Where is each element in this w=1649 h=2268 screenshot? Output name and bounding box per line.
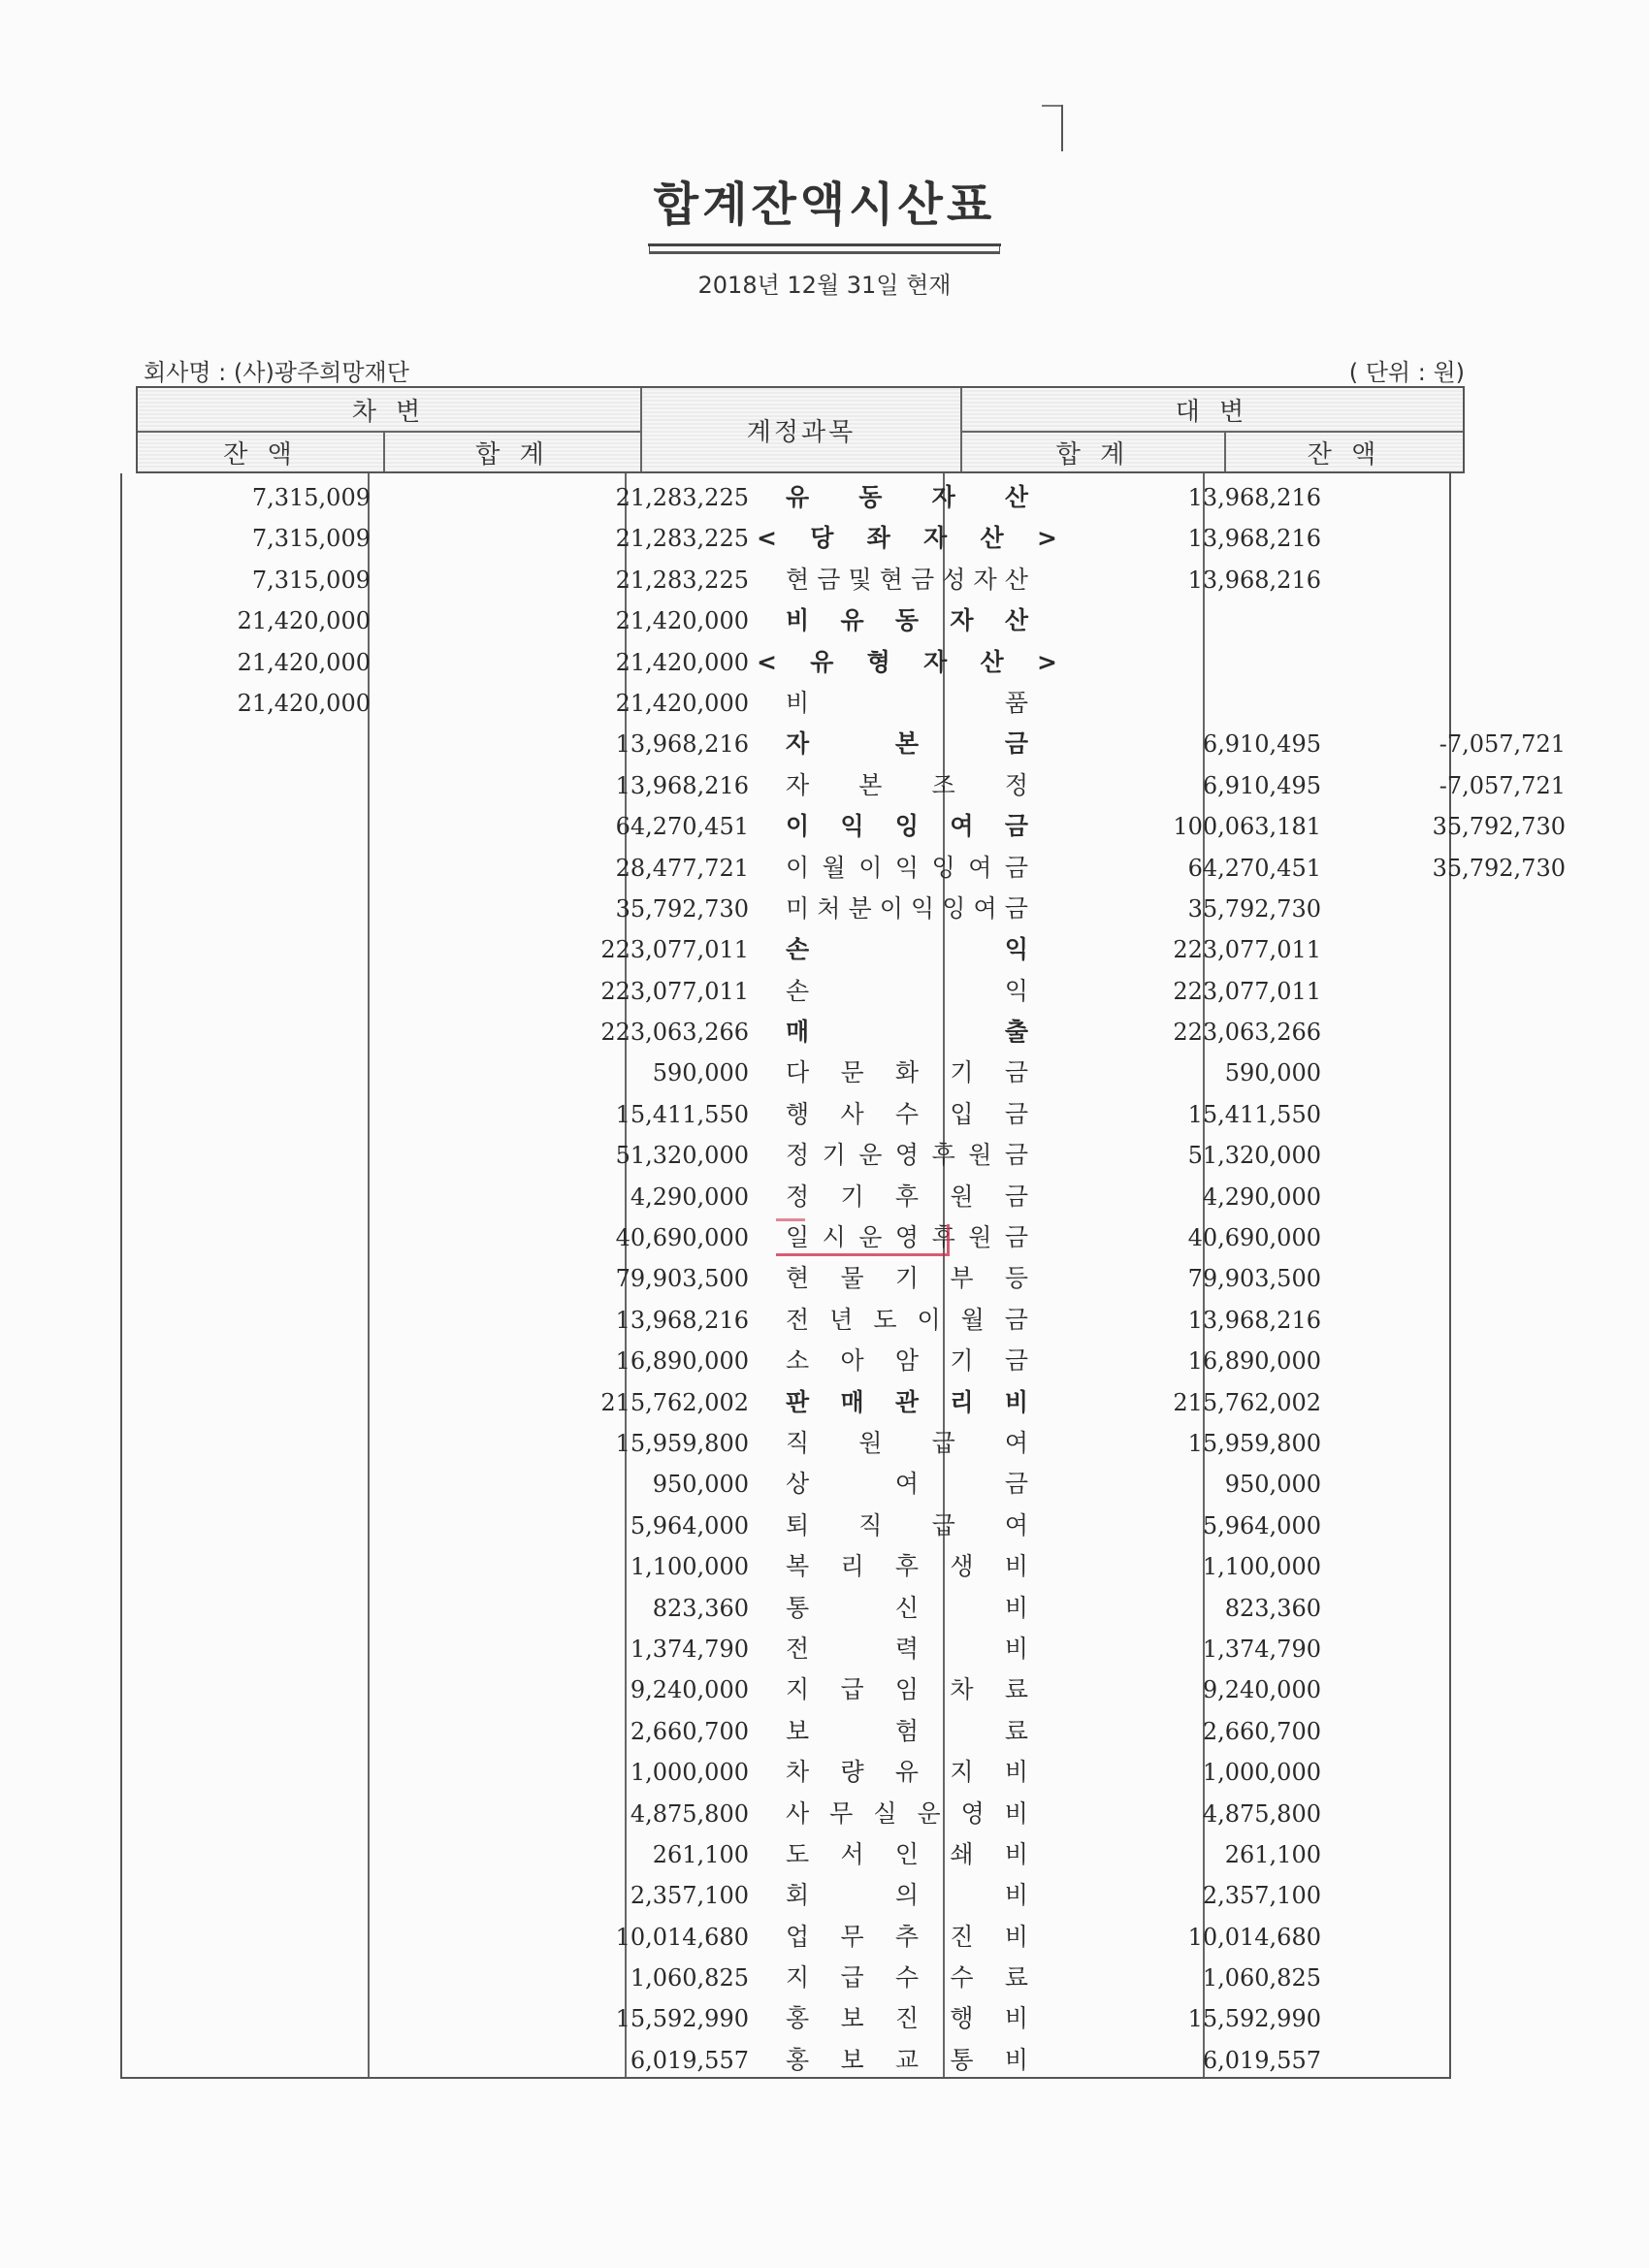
- debit-balance-cell: 7,315,009: [251, 525, 371, 553]
- credit-total-cell: 4,290,000: [1202, 1183, 1321, 1211]
- account-name: 행 사 수 입 금: [786, 1099, 1028, 1128]
- credit-total-cell: 5,964,000: [1202, 1511, 1321, 1539]
- credit-balance-cell: [1187, 1008, 1566, 1049]
- header-credit-balance: 잔 액: [1226, 433, 1463, 471]
- credit-balance-cell: [1187, 925, 1566, 966]
- debit-total-cell: 21,420,000: [615, 607, 749, 635]
- credit-balance-cell: [1187, 967, 1566, 1008]
- table-row: [120, 1049, 1451, 1089]
- table-row: [120, 597, 1451, 637]
- header-debit: 차 변: [138, 388, 640, 431]
- table-row: [120, 720, 1566, 761]
- account-name: 판 매 관 리 비: [786, 1387, 1028, 1416]
- debit-total-cell: 15,959,800: [615, 1429, 749, 1457]
- account-name: 현 금 및 현 금 성 자 산: [786, 565, 1028, 594]
- credit-balance-cell: -7,057,721: [1439, 730, 1566, 759]
- header-divider-left: [138, 431, 640, 433]
- debit-total-cell: 4,875,800: [630, 1799, 749, 1828]
- credit-balance-cell: [1187, 1707, 1566, 1748]
- credit-total-cell: 13,968,216: [1187, 525, 1321, 553]
- debit-balance-cell: 7,315,009: [251, 484, 371, 511]
- debit-balance-cell: [120, 720, 371, 761]
- account-name: 사 무 실 운 영 비: [786, 1798, 1028, 1828]
- credit-balance-cell: -7,057,721: [1439, 771, 1566, 799]
- credit-total-cell: 2,357,100: [1202, 1882, 1321, 1910]
- debit-balance-cell: [120, 1337, 371, 1377]
- debit-balance-cell: [120, 761, 371, 802]
- credit-balance-cell: [1187, 1214, 1566, 1254]
- account-name: 지 급 수 수 료: [786, 1963, 1028, 1993]
- account-name: 정 기 운 영 후 원 금: [786, 1141, 1028, 1170]
- credit-total-cell: 223,077,011: [1173, 977, 1321, 1005]
- debit-balance-cell: 21,420,000: [237, 648, 371, 676]
- credit-total-cell: 823,360: [1224, 1594, 1321, 1622]
- debit-total-cell: 21,420,000: [615, 648, 749, 676]
- debit-total-cell: 1,000,000: [630, 1759, 749, 1787]
- debit-total-cell: 15,592,990: [615, 2005, 749, 2033]
- debit-total-cell: 16,890,000: [615, 1347, 749, 1376]
- credit-total-cell: 261,100: [1224, 1840, 1321, 1868]
- credit-total-cell: 13,968,216: [1187, 484, 1321, 511]
- debit-balance-cell: [120, 2036, 371, 2077]
- credit-balance-cell: [1187, 1460, 1566, 1501]
- debit-total-cell: 1,060,825: [630, 1964, 749, 1993]
- table-row: [120, 1666, 1451, 1706]
- credit-balance-cell: [1187, 885, 1566, 925]
- table-row: [120, 1090, 1451, 1131]
- table-row: [120, 1378, 1451, 1419]
- account-name: 손 익: [786, 935, 1028, 964]
- table-row: [120, 1831, 1451, 1871]
- credit-total-cell: 35,792,730: [1187, 894, 1321, 923]
- credit-balance-cell: [1187, 556, 1566, 597]
- debit-total-cell: 21,283,225: [615, 525, 749, 553]
- debit-balance-cell: [120, 925, 371, 966]
- red-stamp-mark-top: [776, 1218, 805, 1231]
- credit-total-cell: 950,000: [1224, 1471, 1321, 1499]
- credit-balance-cell: [1187, 2036, 1566, 2077]
- credit-balance-cell: 35,792,730: [1432, 813, 1566, 841]
- table-row: [120, 1871, 1451, 1912]
- credit-balance-cell: [1187, 1666, 1566, 1706]
- debit-total-cell: 823,360: [652, 1594, 749, 1622]
- table-row: [120, 556, 1451, 597]
- credit-total-cell: 64,270,451: [1187, 854, 1321, 882]
- credit-balance-cell: [1187, 1871, 1566, 1912]
- credit-balance-cell: [1187, 1584, 1566, 1625]
- credit-balance-cell: [1187, 1090, 1566, 1131]
- credit-total-cell: 9,240,000: [1202, 1676, 1321, 1704]
- account-name: 전 력 비: [786, 1634, 1028, 1663]
- credit-total-cell: 2,660,700: [1202, 1717, 1321, 1745]
- credit-total-cell: 223,077,011: [1173, 936, 1321, 964]
- header-debit-total: 합 계: [385, 433, 640, 471]
- debit-balance-cell: 21,420,000: [237, 689, 371, 717]
- debit-total-cell: 215,762,002: [600, 1388, 749, 1416]
- debit-balance-cell: [120, 1296, 371, 1337]
- credit-balance-cell: [1187, 679, 1566, 720]
- credit-balance-cell: [1187, 514, 1566, 555]
- credit-balance-cell: [1187, 1913, 1566, 1954]
- debit-total-cell: 2,660,700: [630, 1717, 749, 1745]
- table-row: [120, 473, 1451, 514]
- credit-balance-cell: [1187, 1625, 1566, 1666]
- credit-total-cell: 1,060,825: [1202, 1964, 1321, 1993]
- header-divider-right: [962, 431, 1463, 433]
- credit-total-cell: 100,063,181: [1173, 813, 1321, 841]
- credit-balance-cell: [1187, 1254, 1566, 1295]
- debit-balance-cell: [120, 1625, 371, 1666]
- account-name: 홍 보 교 통 비: [786, 2045, 1028, 2074]
- table-row: [120, 925, 1451, 966]
- table-row: [120, 844, 1566, 885]
- debit-balance-cell: 7,315,009: [251, 566, 371, 594]
- account-name: 통 신 비: [786, 1593, 1028, 1622]
- table-row: [120, 1337, 1451, 1377]
- corner-mark-tick: [1042, 105, 1061, 107]
- table-row: [120, 1254, 1451, 1295]
- debit-balance-cell: [120, 1871, 371, 1912]
- account-name: 자 본 금: [786, 729, 1028, 759]
- table-row: [120, 514, 1451, 555]
- table-row: [120, 967, 1451, 1008]
- table-row: [120, 1460, 1451, 1501]
- account-name: 자 본 조 정: [786, 770, 1028, 799]
- debit-total-cell: 1,374,790: [630, 1635, 749, 1663]
- credit-balance-cell: [1187, 473, 1566, 514]
- table-row: [120, 761, 1566, 802]
- debit-balance-cell: [120, 1913, 371, 1954]
- header-credit: 대 변: [962, 388, 1463, 431]
- table-row: [120, 1584, 1451, 1625]
- table-rows: [120, 473, 1566, 2077]
- debit-total-cell: 1,100,000: [630, 1553, 749, 1581]
- debit-balance-cell: [120, 1378, 371, 1419]
- debit-balance-cell: [120, 802, 371, 843]
- credit-balance-cell: [1187, 1173, 1566, 1214]
- header-divider-credit: [1224, 433, 1226, 471]
- company-name: 회사명 : (사)광주희망재단: [144, 359, 409, 386]
- table-row: [120, 885, 1451, 925]
- account-name: 매 출: [786, 1018, 1028, 1047]
- header-credit-total: 합 계: [962, 433, 1224, 471]
- table-row: [120, 1707, 1451, 1748]
- account-name: 비 품: [786, 688, 1028, 717]
- debit-total-cell: 13,968,216: [615, 730, 749, 759]
- account-name: 회 의 비: [786, 1881, 1028, 1910]
- account-name: 이 월 이 익 잉 여 금: [786, 853, 1028, 882]
- debit-total-cell: 6,019,557: [630, 2046, 749, 2074]
- account-name: 업 무 추 진 비: [786, 1922, 1028, 1951]
- credit-balance-cell: [1187, 638, 1566, 679]
- credit-total-cell: 1,100,000: [1202, 1553, 1321, 1581]
- debit-balance-cell: 21,420,000: [237, 607, 371, 635]
- debit-total-cell: 223,063,266: [600, 1019, 749, 1047]
- debit-total-cell: 5,964,000: [630, 1511, 749, 1539]
- debit-total-cell: 21,283,225: [615, 566, 749, 594]
- header-divider-account-left: [640, 388, 642, 471]
- debit-total-cell: 10,014,680: [615, 1923, 749, 1951]
- debit-total-cell: 21,283,225: [615, 484, 749, 511]
- debit-balance-cell: [120, 1173, 371, 1214]
- account-name: 홍 보 진 행 비: [786, 2004, 1028, 2033]
- account-name: 이 익 잉 여 금: [786, 812, 1028, 841]
- table-row: [120, 679, 1451, 720]
- debit-total-cell: 64,270,451: [615, 813, 749, 841]
- debit-balance-cell: [120, 967, 371, 1008]
- account-name: 상 여 금: [786, 1470, 1028, 1499]
- credit-balance-cell: [1187, 1131, 1566, 1172]
- debit-total-cell: 51,320,000: [615, 1142, 749, 1170]
- credit-balance-cell: [1187, 1542, 1566, 1583]
- debit-balance-cell: [120, 1790, 371, 1831]
- header-debit-balance: 잔 액: [138, 433, 383, 471]
- account-name: 직 원 급 여: [786, 1428, 1028, 1457]
- credit-balance-cell: [1187, 1419, 1566, 1460]
- credit-total-cell: 15,959,800: [1187, 1429, 1321, 1457]
- debit-total-cell: 590,000: [652, 1059, 749, 1087]
- debit-total-cell: 950,000: [652, 1471, 749, 1499]
- debit-balance-cell: [120, 1666, 371, 1706]
- debit-total-cell: 21,420,000: [615, 689, 749, 717]
- account-name: 소 아 암 기 금: [786, 1346, 1028, 1376]
- debit-balance-cell: [120, 1090, 371, 1131]
- account-name: 다 문 화 기 금: [786, 1058, 1028, 1087]
- debit-balance-cell: [120, 1214, 371, 1254]
- debit-total-cell: 79,903,500: [615, 1265, 749, 1293]
- table-row: [120, 1173, 1451, 1214]
- credit-balance-cell: [1187, 1296, 1566, 1337]
- table-row: [120, 638, 1451, 679]
- table-row: [120, 1131, 1451, 1172]
- table-row: [120, 1748, 1451, 1789]
- table-row: [120, 1419, 1451, 1460]
- credit-balance-cell: [1187, 1748, 1566, 1789]
- debit-balance-cell: [120, 1994, 371, 2035]
- table-row: [120, 1625, 1451, 1666]
- debit-total-cell: 13,968,216: [615, 771, 749, 799]
- credit-balance-cell: [1187, 1337, 1566, 1377]
- credit-balance-cell: [1187, 1378, 1566, 1419]
- credit-balance-cell: [1187, 1502, 1566, 1542]
- unit-label: ( 단위 : 원): [1348, 359, 1465, 386]
- table-row: [120, 1502, 1451, 1542]
- debit-total-cell: 4,290,000: [630, 1183, 749, 1211]
- debit-total-cell: 223,077,011: [600, 977, 749, 1005]
- title-block: [0, 167, 1649, 246]
- credit-total-cell: 15,411,550: [1187, 1100, 1321, 1128]
- table-row: [120, 1994, 1451, 2035]
- debit-balance-cell: [120, 1460, 371, 1501]
- debit-balance-cell: [120, 1008, 371, 1049]
- debit-total-cell: 28,477,721: [615, 854, 749, 882]
- account-name: 지 급 임 차 료: [786, 1675, 1028, 1704]
- account-name: < 당 좌 자 산 >: [757, 524, 1057, 553]
- account-name: < 유 형 자 산 >: [757, 647, 1057, 676]
- debit-balance-cell: [120, 1584, 371, 1625]
- debit-balance-cell: [120, 1049, 371, 1089]
- table-row: [120, 1790, 1451, 1831]
- account-name: 보 험 료: [786, 1716, 1028, 1745]
- credit-total-cell: 15,592,990: [1187, 2005, 1321, 2033]
- credit-total-cell: 13,968,216: [1187, 566, 1321, 594]
- corner-mark: [1061, 105, 1063, 151]
- credit-total-cell: 6,910,495: [1202, 730, 1321, 759]
- debit-total-cell: 261,100: [652, 1840, 749, 1868]
- credit-total-cell: 16,890,000: [1187, 1347, 1321, 1376]
- credit-total-cell: 215,762,002: [1173, 1388, 1321, 1416]
- table-header: [136, 386, 1465, 473]
- debit-balance-cell: [120, 1254, 371, 1295]
- credit-balance-cell: [1187, 1790, 1566, 1831]
- account-name: 현 물 기 부 등: [786, 1264, 1028, 1293]
- credit-total-cell: 1,000,000: [1202, 1759, 1321, 1787]
- credit-total-cell: 13,968,216: [1187, 1306, 1321, 1334]
- debit-total-cell: 35,792,730: [615, 894, 749, 923]
- table-row: [120, 1542, 1451, 1583]
- header-divider-account-right: [960, 388, 962, 471]
- credit-total-cell: 4,875,800: [1202, 1799, 1321, 1828]
- table-row: [120, 1954, 1451, 1994]
- account-name: 손 익: [786, 976, 1028, 1005]
- debit-total-cell: 15,411,550: [615, 1100, 749, 1128]
- credit-total-cell: 40,690,000: [1187, 1224, 1321, 1252]
- account-name: 전 년 도 이 월 금: [786, 1305, 1028, 1334]
- debit-balance-cell: [120, 885, 371, 925]
- header-divider-debit: [383, 433, 385, 471]
- account-name: 도 서 인 쇄 비: [786, 1839, 1028, 1868]
- account-name: 차 량 유 지 비: [786, 1758, 1028, 1787]
- table-row: [120, 1008, 1451, 1049]
- table-row: [120, 1296, 1451, 1337]
- credit-balance-cell: [1187, 1994, 1566, 2035]
- account-name: 미 처 분 이 익 잉 여 금: [786, 893, 1028, 923]
- debit-balance-cell: [120, 1831, 371, 1871]
- account-name: 정 기 후 원 금: [786, 1182, 1028, 1211]
- debit-total-cell: 2,357,100: [630, 1882, 749, 1910]
- credit-balance-cell: 35,792,730: [1432, 854, 1566, 882]
- credit-balance-cell: [1187, 1831, 1566, 1871]
- debit-total-cell: 13,968,216: [615, 1306, 749, 1334]
- account-name: 퇴 직 급 여: [786, 1510, 1028, 1539]
- debit-balance-cell: [120, 1419, 371, 1460]
- credit-total-cell: 6,910,495: [1202, 771, 1321, 799]
- credit-total-cell: 51,320,000: [1187, 1142, 1321, 1170]
- debit-balance-cell: [120, 1131, 371, 1172]
- credit-total-cell: 223,063,266: [1173, 1019, 1321, 1047]
- debit-balance-cell: [120, 1542, 371, 1583]
- header-account: 계정과목: [642, 388, 960, 471]
- credit-total-cell: 1,374,790: [1202, 1635, 1321, 1663]
- credit-balance-cell: [1187, 597, 1566, 637]
- credit-total-cell: 6,019,557: [1202, 2046, 1321, 2074]
- table-row: [120, 802, 1566, 843]
- credit-balance-cell: [1187, 1954, 1566, 1994]
- table-row: [120, 2036, 1451, 2077]
- credit-total-cell: 590,000: [1224, 1059, 1321, 1087]
- debit-balance-cell: [120, 844, 371, 885]
- page-title: 합계잔액시산표: [648, 167, 1002, 246]
- report-date: 2018년 12월 31일 현재: [697, 272, 952, 299]
- debit-total-cell: 9,240,000: [630, 1676, 749, 1704]
- debit-balance-cell: [120, 1502, 371, 1542]
- account-name: 유 동 자 산: [786, 483, 1028, 511]
- debit-balance-cell: [120, 1954, 371, 1994]
- credit-total-cell: 79,903,500: [1187, 1265, 1321, 1293]
- debit-total-cell: 223,077,011: [600, 936, 749, 964]
- credit-total-cell: 10,014,680: [1187, 1923, 1321, 1951]
- account-name: 복 리 후 생 비: [786, 1552, 1028, 1581]
- account-name: 일 시 운 영 후 원 금: [786, 1223, 1028, 1252]
- debit-total-cell: 40,690,000: [615, 1224, 749, 1252]
- account-name: 비 유 동 자 산: [786, 606, 1028, 635]
- debit-balance-cell: [120, 1707, 371, 1748]
- debit-balance-cell: [120, 1748, 371, 1789]
- table-row: [120, 1913, 1451, 1954]
- credit-balance-cell: [1187, 1049, 1566, 1089]
